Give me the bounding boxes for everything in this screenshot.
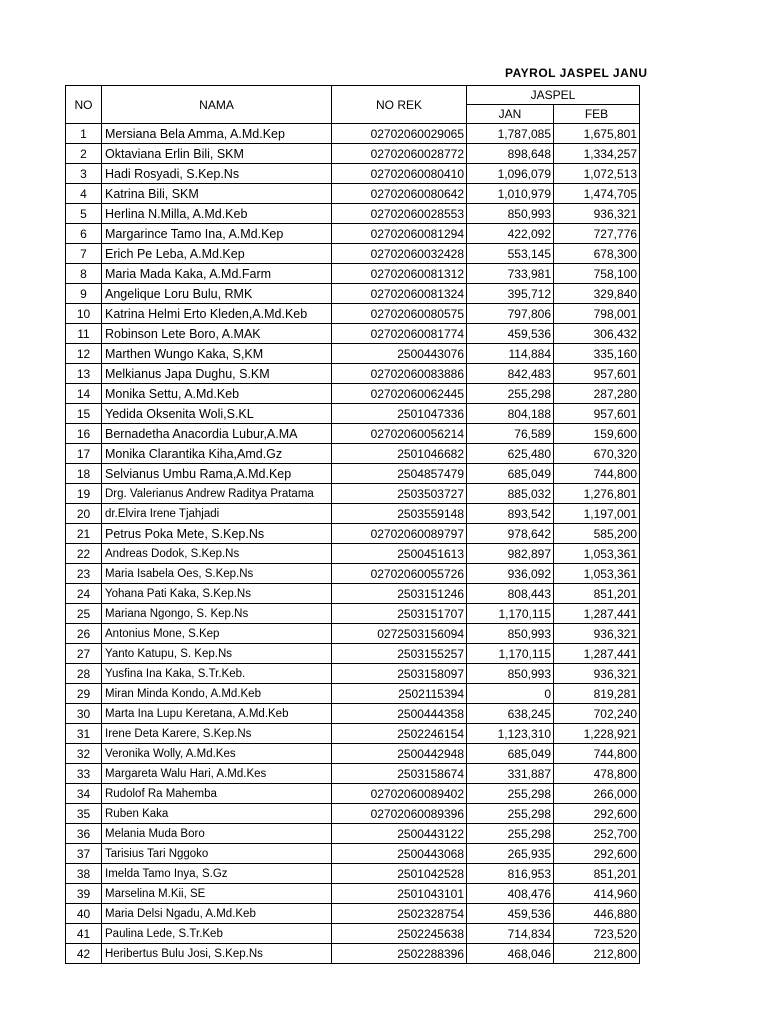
- account-number: 2502328754: [332, 904, 467, 924]
- table-row: [66, 524, 640, 544]
- table-row: [66, 384, 640, 404]
- table-row: [66, 424, 640, 444]
- jaspel-feb-amount: 1,072,513: [554, 164, 640, 184]
- account-number: 02702060083886: [332, 364, 467, 384]
- account-number: 02702060032428: [332, 244, 467, 264]
- account-number: 2500442948: [332, 744, 467, 764]
- jaspel-feb-amount: 798,001: [554, 304, 640, 324]
- jaspel-jan-amount: 468,046: [467, 944, 554, 964]
- account-number: 2503559148: [332, 504, 467, 524]
- row-number: 12: [66, 344, 102, 364]
- employee-name: Robinson Lete Boro, A.MAK: [102, 324, 332, 344]
- employee-name: Margarince Tamo Ina, A.Md.Kep: [102, 224, 332, 244]
- jaspel-feb-amount: 1,287,441: [554, 644, 640, 664]
- jaspel-feb-amount: 1,287,441: [554, 604, 640, 624]
- row-number: 11: [66, 324, 102, 344]
- employee-name: Paulina Lede, S.Tr.Keb: [102, 924, 332, 944]
- account-number: 2503503727: [332, 484, 467, 504]
- employee-name: Yusfina Ina Kaka, S.Tr.Keb.: [102, 664, 332, 684]
- employee-name: Selvianus Umbu Rama,A.Md.Kep: [102, 464, 332, 484]
- table-row: [66, 644, 640, 664]
- account-number: 02702060080642: [332, 184, 467, 204]
- employee-name: Mersiana Bela Amma, A.Md.Kep: [102, 124, 332, 144]
- jaspel-feb-amount: 1,675,801: [554, 124, 640, 144]
- row-number: 7: [66, 244, 102, 264]
- jaspel-feb-amount: 1,197,001: [554, 504, 640, 524]
- table-row: [66, 464, 640, 484]
- jaspel-jan-amount: 255,298: [467, 824, 554, 844]
- account-number: 2501046682: [332, 444, 467, 464]
- jaspel-feb-amount: 936,321: [554, 624, 640, 644]
- table-row: [66, 864, 640, 884]
- jaspel-feb-amount: 252,700: [554, 824, 640, 844]
- employee-name: Angelique Loru Bulu, RMK: [102, 284, 332, 304]
- row-number: 38: [66, 864, 102, 884]
- account-number: 2503158674: [332, 764, 467, 784]
- employee-name: Maria Delsi Ngadu, A.Md.Keb: [102, 904, 332, 924]
- table-row: [66, 324, 640, 344]
- jaspel-jan-amount: 395,712: [467, 284, 554, 304]
- account-number: 2502246154: [332, 724, 467, 744]
- row-number: 25: [66, 604, 102, 624]
- table-row: [66, 504, 640, 524]
- jaspel-feb-amount: 585,200: [554, 524, 640, 544]
- employee-name: Marthen Wungo Kaka, S,KM: [102, 344, 332, 364]
- row-number: 6: [66, 224, 102, 244]
- jaspel-feb-amount: 414,960: [554, 884, 640, 904]
- row-number: 8: [66, 264, 102, 284]
- row-number: 40: [66, 904, 102, 924]
- account-number: 02702060029065: [332, 124, 467, 144]
- table-row: [66, 784, 640, 804]
- jaspel-jan-amount: 808,443: [467, 584, 554, 604]
- jaspel-jan-amount: 553,145: [467, 244, 554, 264]
- jaspel-feb-amount: 851,201: [554, 864, 640, 884]
- employee-name: Oktaviana Erlin Bili, SKM: [102, 144, 332, 164]
- jaspel-jan-amount: 422,092: [467, 224, 554, 244]
- jaspel-feb-amount: 159,600: [554, 424, 640, 444]
- table-row: [66, 704, 640, 724]
- account-number: 2503151707: [332, 604, 467, 624]
- jaspel-jan-amount: 625,480: [467, 444, 554, 464]
- account-number: 02702060028553: [332, 204, 467, 224]
- table-row: [66, 244, 640, 264]
- jaspel-jan-amount: 114,884: [467, 344, 554, 364]
- payroll-table: [65, 85, 640, 964]
- jaspel-jan-amount: 842,483: [467, 364, 554, 384]
- jaspel-feb-amount: 1,053,361: [554, 564, 640, 584]
- row-number: 2: [66, 144, 102, 164]
- table-row: [66, 264, 640, 284]
- account-number: 02702060089402: [332, 784, 467, 804]
- table-row: [66, 164, 640, 184]
- jaspel-jan-amount: 255,298: [467, 384, 554, 404]
- table-row: [66, 584, 640, 604]
- employee-name: dr.Elvira Irene Tjahjadi: [102, 504, 332, 524]
- jaspel-jan-amount: 1,010,979: [467, 184, 554, 204]
- employee-name: Rudolof Ra Mahemba: [102, 784, 332, 804]
- jaspel-feb-amount: 670,320: [554, 444, 640, 464]
- jaspel-jan-amount: 0: [467, 684, 554, 704]
- table-row: [66, 404, 640, 424]
- employee-name: Melkianus Japa Dughu, S.KM: [102, 364, 332, 384]
- row-number: 41: [66, 924, 102, 944]
- row-number: 35: [66, 804, 102, 824]
- employee-name: Drg. Valerianus Andrew Raditya Pratama: [102, 484, 332, 504]
- employee-name: Antonius Mone, S.Kep: [102, 624, 332, 644]
- jaspel-jan-amount: 408,476: [467, 884, 554, 904]
- table-row: [66, 884, 640, 904]
- employee-name: Katrina Bili, SKM: [102, 184, 332, 204]
- employee-name: Imelda Tamo Inya, S.Gz: [102, 864, 332, 884]
- account-number: 02702060080410: [332, 164, 467, 184]
- jaspel-jan-amount: 804,188: [467, 404, 554, 424]
- employee-name: Heribertus Bulu Josi, S.Kep.Ns: [102, 944, 332, 964]
- account-number: 02702060080575: [332, 304, 467, 324]
- row-number: 18: [66, 464, 102, 484]
- employee-name: Marselina M.Kii, SE: [102, 884, 332, 904]
- account-number: 2503155257: [332, 644, 467, 664]
- table-row: [66, 684, 640, 704]
- table-row: [66, 944, 640, 964]
- jaspel-feb-amount: 292,600: [554, 804, 640, 824]
- table-row: [66, 904, 640, 924]
- employee-name: Maria Mada Kaka, A.Md.Farm: [102, 264, 332, 284]
- row-number: 22: [66, 544, 102, 564]
- table-row: [66, 844, 640, 864]
- header-jaspel: JASPEL: [467, 86, 640, 105]
- jaspel-feb-amount: 723,520: [554, 924, 640, 944]
- table-row: [66, 344, 640, 364]
- jaspel-feb-amount: 936,321: [554, 664, 640, 684]
- table-row: [66, 544, 640, 564]
- row-number: 31: [66, 724, 102, 744]
- jaspel-jan-amount: 1,123,310: [467, 724, 554, 744]
- jaspel-jan-amount: 733,981: [467, 264, 554, 284]
- account-number: 02702060081312: [332, 264, 467, 284]
- account-number: 0272503156094: [332, 624, 467, 644]
- account-number: 02702060055726: [332, 564, 467, 584]
- jaspel-feb-amount: 446,880: [554, 904, 640, 924]
- row-number: 23: [66, 564, 102, 584]
- jaspel-jan-amount: 1,170,115: [467, 604, 554, 624]
- jaspel-feb-amount: 1,276,801: [554, 484, 640, 504]
- row-number: 42: [66, 944, 102, 964]
- jaspel-jan-amount: 255,298: [467, 784, 554, 804]
- row-number: 5: [66, 204, 102, 224]
- table-row: [66, 484, 640, 504]
- table-row: [66, 364, 640, 384]
- table-row: [66, 204, 640, 224]
- table-row: [66, 764, 640, 784]
- jaspel-jan-amount: 816,953: [467, 864, 554, 884]
- jaspel-jan-amount: 1,787,085: [467, 124, 554, 144]
- jaspel-feb-amount: 678,300: [554, 244, 640, 264]
- jaspel-feb-amount: 936,321: [554, 204, 640, 224]
- account-number: 2500444358: [332, 704, 467, 724]
- jaspel-feb-amount: 758,100: [554, 264, 640, 284]
- employee-name: Hadi Rosyadi, S.Kep.Ns: [102, 164, 332, 184]
- row-number: 20: [66, 504, 102, 524]
- row-number: 1: [66, 124, 102, 144]
- account-number: 2503158097: [332, 664, 467, 684]
- employee-name: Marta Ina Lupu Keretana, A.Md.Keb: [102, 704, 332, 724]
- account-number: 02702060081324: [332, 284, 467, 304]
- employee-name: Herlina N.Milla, A.Md.Keb: [102, 204, 332, 224]
- header-no: NO: [66, 86, 102, 124]
- table-row: [66, 724, 640, 744]
- table-row: [66, 804, 640, 824]
- row-number: 15: [66, 404, 102, 424]
- document-title: PAYROL JASPEL JANU: [505, 66, 648, 80]
- employee-name: Erich Pe Leba, A.Md.Kep: [102, 244, 332, 264]
- row-number: 37: [66, 844, 102, 864]
- employee-name: Irene Deta Karere, S.Kep.Ns: [102, 724, 332, 744]
- account-number: 2500443068: [332, 844, 467, 864]
- table-row: [66, 184, 640, 204]
- row-number: 26: [66, 624, 102, 644]
- account-number: 2500443122: [332, 824, 467, 844]
- table-row: [66, 444, 640, 464]
- header-nama: NAMA: [102, 86, 332, 124]
- jaspel-jan-amount: 982,897: [467, 544, 554, 564]
- jaspel-jan-amount: 978,642: [467, 524, 554, 544]
- jaspel-feb-amount: 212,800: [554, 944, 640, 964]
- row-number: 34: [66, 784, 102, 804]
- employee-name: Ruben Kaka: [102, 804, 332, 824]
- jaspel-feb-amount: 744,800: [554, 744, 640, 764]
- jaspel-jan-amount: 459,536: [467, 324, 554, 344]
- account-number: 02702060089797: [332, 524, 467, 544]
- row-number: 27: [66, 644, 102, 664]
- jaspel-feb-amount: 266,000: [554, 784, 640, 804]
- jaspel-feb-amount: 292,600: [554, 844, 640, 864]
- jaspel-jan-amount: 76,589: [467, 424, 554, 444]
- row-number: 30: [66, 704, 102, 724]
- account-number: 02702060089396: [332, 804, 467, 824]
- jaspel-feb-amount: 329,840: [554, 284, 640, 304]
- account-number: 02702060081294: [332, 224, 467, 244]
- jaspel-feb-amount: 1,474,705: [554, 184, 640, 204]
- jaspel-feb-amount: 957,601: [554, 364, 640, 384]
- table-row: [66, 124, 640, 144]
- table-row: [66, 924, 640, 944]
- jaspel-feb-amount: 702,240: [554, 704, 640, 724]
- jaspel-jan-amount: 936,092: [467, 564, 554, 584]
- row-number: 17: [66, 444, 102, 464]
- employee-name: Melania Muda Boro: [102, 824, 332, 844]
- jaspel-feb-amount: 851,201: [554, 584, 640, 604]
- employee-name: Maria Isabela Oes, S.Kep.Ns: [102, 564, 332, 584]
- account-number: 2502115394: [332, 684, 467, 704]
- table-body: [66, 124, 640, 964]
- jaspel-jan-amount: 850,993: [467, 204, 554, 224]
- row-number: 10: [66, 304, 102, 324]
- row-number: 33: [66, 764, 102, 784]
- row-number: 4: [66, 184, 102, 204]
- jaspel-feb-amount: 727,776: [554, 224, 640, 244]
- account-number: 02702060062445: [332, 384, 467, 404]
- account-number: 2501047336: [332, 404, 467, 424]
- employee-name: Yanto Katupu, S. Kep.Ns: [102, 644, 332, 664]
- header-jan: JAN: [467, 105, 554, 124]
- row-number: 13: [66, 364, 102, 384]
- jaspel-jan-amount: 685,049: [467, 744, 554, 764]
- account-number: 2501043101: [332, 884, 467, 904]
- table-row: [66, 564, 640, 584]
- jaspel-feb-amount: 957,601: [554, 404, 640, 424]
- jaspel-feb-amount: 287,280: [554, 384, 640, 404]
- table-row: [66, 604, 640, 624]
- employee-name: Yedida Oksenita Woli,S.KL: [102, 404, 332, 424]
- jaspel-feb-amount: 744,800: [554, 464, 640, 484]
- jaspel-feb-amount: 819,281: [554, 684, 640, 704]
- table-row: [66, 744, 640, 764]
- employee-name: Margareta Walu Hari, A.Md.Kes: [102, 764, 332, 784]
- row-number: 39: [66, 884, 102, 904]
- row-number: 28: [66, 664, 102, 684]
- account-number: 2500443076: [332, 344, 467, 364]
- employee-name: Monika Clarantika Kiha,Amd.Gz: [102, 444, 332, 464]
- row-number: 19: [66, 484, 102, 504]
- table-row: [66, 624, 640, 644]
- account-number: 02702060056214: [332, 424, 467, 444]
- account-number: 2502245638: [332, 924, 467, 944]
- employee-name: Veronika Wolly, A.Md.Kes: [102, 744, 332, 764]
- jaspel-jan-amount: 1,096,079: [467, 164, 554, 184]
- employee-name: Andreas Dodok, S.Kep.Ns: [102, 544, 332, 564]
- jaspel-jan-amount: 714,834: [467, 924, 554, 944]
- account-number: 02702060081774: [332, 324, 467, 344]
- jaspel-feb-amount: 478,800: [554, 764, 640, 784]
- account-number: 2501042528: [332, 864, 467, 884]
- jaspel-jan-amount: 459,536: [467, 904, 554, 924]
- account-number: 2504857479: [332, 464, 467, 484]
- header-no-rek: NO REK: [332, 86, 467, 124]
- table-row: [66, 144, 640, 164]
- jaspel-jan-amount: 850,993: [467, 624, 554, 644]
- jaspel-feb-amount: 1,228,921: [554, 724, 640, 744]
- row-number: 29: [66, 684, 102, 704]
- employee-name: Bernadetha Anacordia Lubur,A.MA: [102, 424, 332, 444]
- row-number: 36: [66, 824, 102, 844]
- jaspel-jan-amount: 885,032: [467, 484, 554, 504]
- account-number: 2502288396: [332, 944, 467, 964]
- jaspel-jan-amount: 265,935: [467, 844, 554, 864]
- employee-name: Katrina Helmi Erto Kleden,A.Md.Keb: [102, 304, 332, 324]
- employee-name: Miran Minda Kondo, A.Md.Keb: [102, 684, 332, 704]
- table-row: [66, 304, 640, 324]
- row-number: 24: [66, 584, 102, 604]
- jaspel-jan-amount: 850,993: [467, 664, 554, 684]
- row-number: 3: [66, 164, 102, 184]
- table-row: [66, 664, 640, 684]
- jaspel-jan-amount: 797,806: [467, 304, 554, 324]
- jaspel-feb-amount: 335,160: [554, 344, 640, 364]
- table-row: [66, 284, 640, 304]
- jaspel-feb-amount: 306,432: [554, 324, 640, 344]
- employee-name: Tarisius Tari Nggoko: [102, 844, 332, 864]
- jaspel-jan-amount: 685,049: [467, 464, 554, 484]
- jaspel-feb-amount: 1,053,361: [554, 544, 640, 564]
- jaspel-jan-amount: 638,245: [467, 704, 554, 724]
- jaspel-jan-amount: 893,542: [467, 504, 554, 524]
- employee-name: Mariana Ngongo, S. Kep.Ns: [102, 604, 332, 624]
- jaspel-jan-amount: 1,170,115: [467, 644, 554, 664]
- table-row: [66, 824, 640, 844]
- table-row: [66, 224, 640, 244]
- row-number: 16: [66, 424, 102, 444]
- row-number: 14: [66, 384, 102, 404]
- jaspel-jan-amount: 255,298: [467, 804, 554, 824]
- employee-name: Petrus Poka Mete, S.Kep.Ns: [102, 524, 332, 544]
- row-number: 21: [66, 524, 102, 544]
- account-number: 02702060028772: [332, 144, 467, 164]
- row-number: 9: [66, 284, 102, 304]
- employee-name: Monika Settu, A.Md.Keb: [102, 384, 332, 404]
- header-feb: FEB: [554, 105, 640, 124]
- row-number: 32: [66, 744, 102, 764]
- account-number: 2503151246: [332, 584, 467, 604]
- account-number: 2500451613: [332, 544, 467, 564]
- employee-name: Yohana Pati Kaka, S.Kep.Ns: [102, 584, 332, 604]
- jaspel-feb-amount: 1,334,257: [554, 144, 640, 164]
- jaspel-jan-amount: 898,648: [467, 144, 554, 164]
- jaspel-jan-amount: 331,887: [467, 764, 554, 784]
